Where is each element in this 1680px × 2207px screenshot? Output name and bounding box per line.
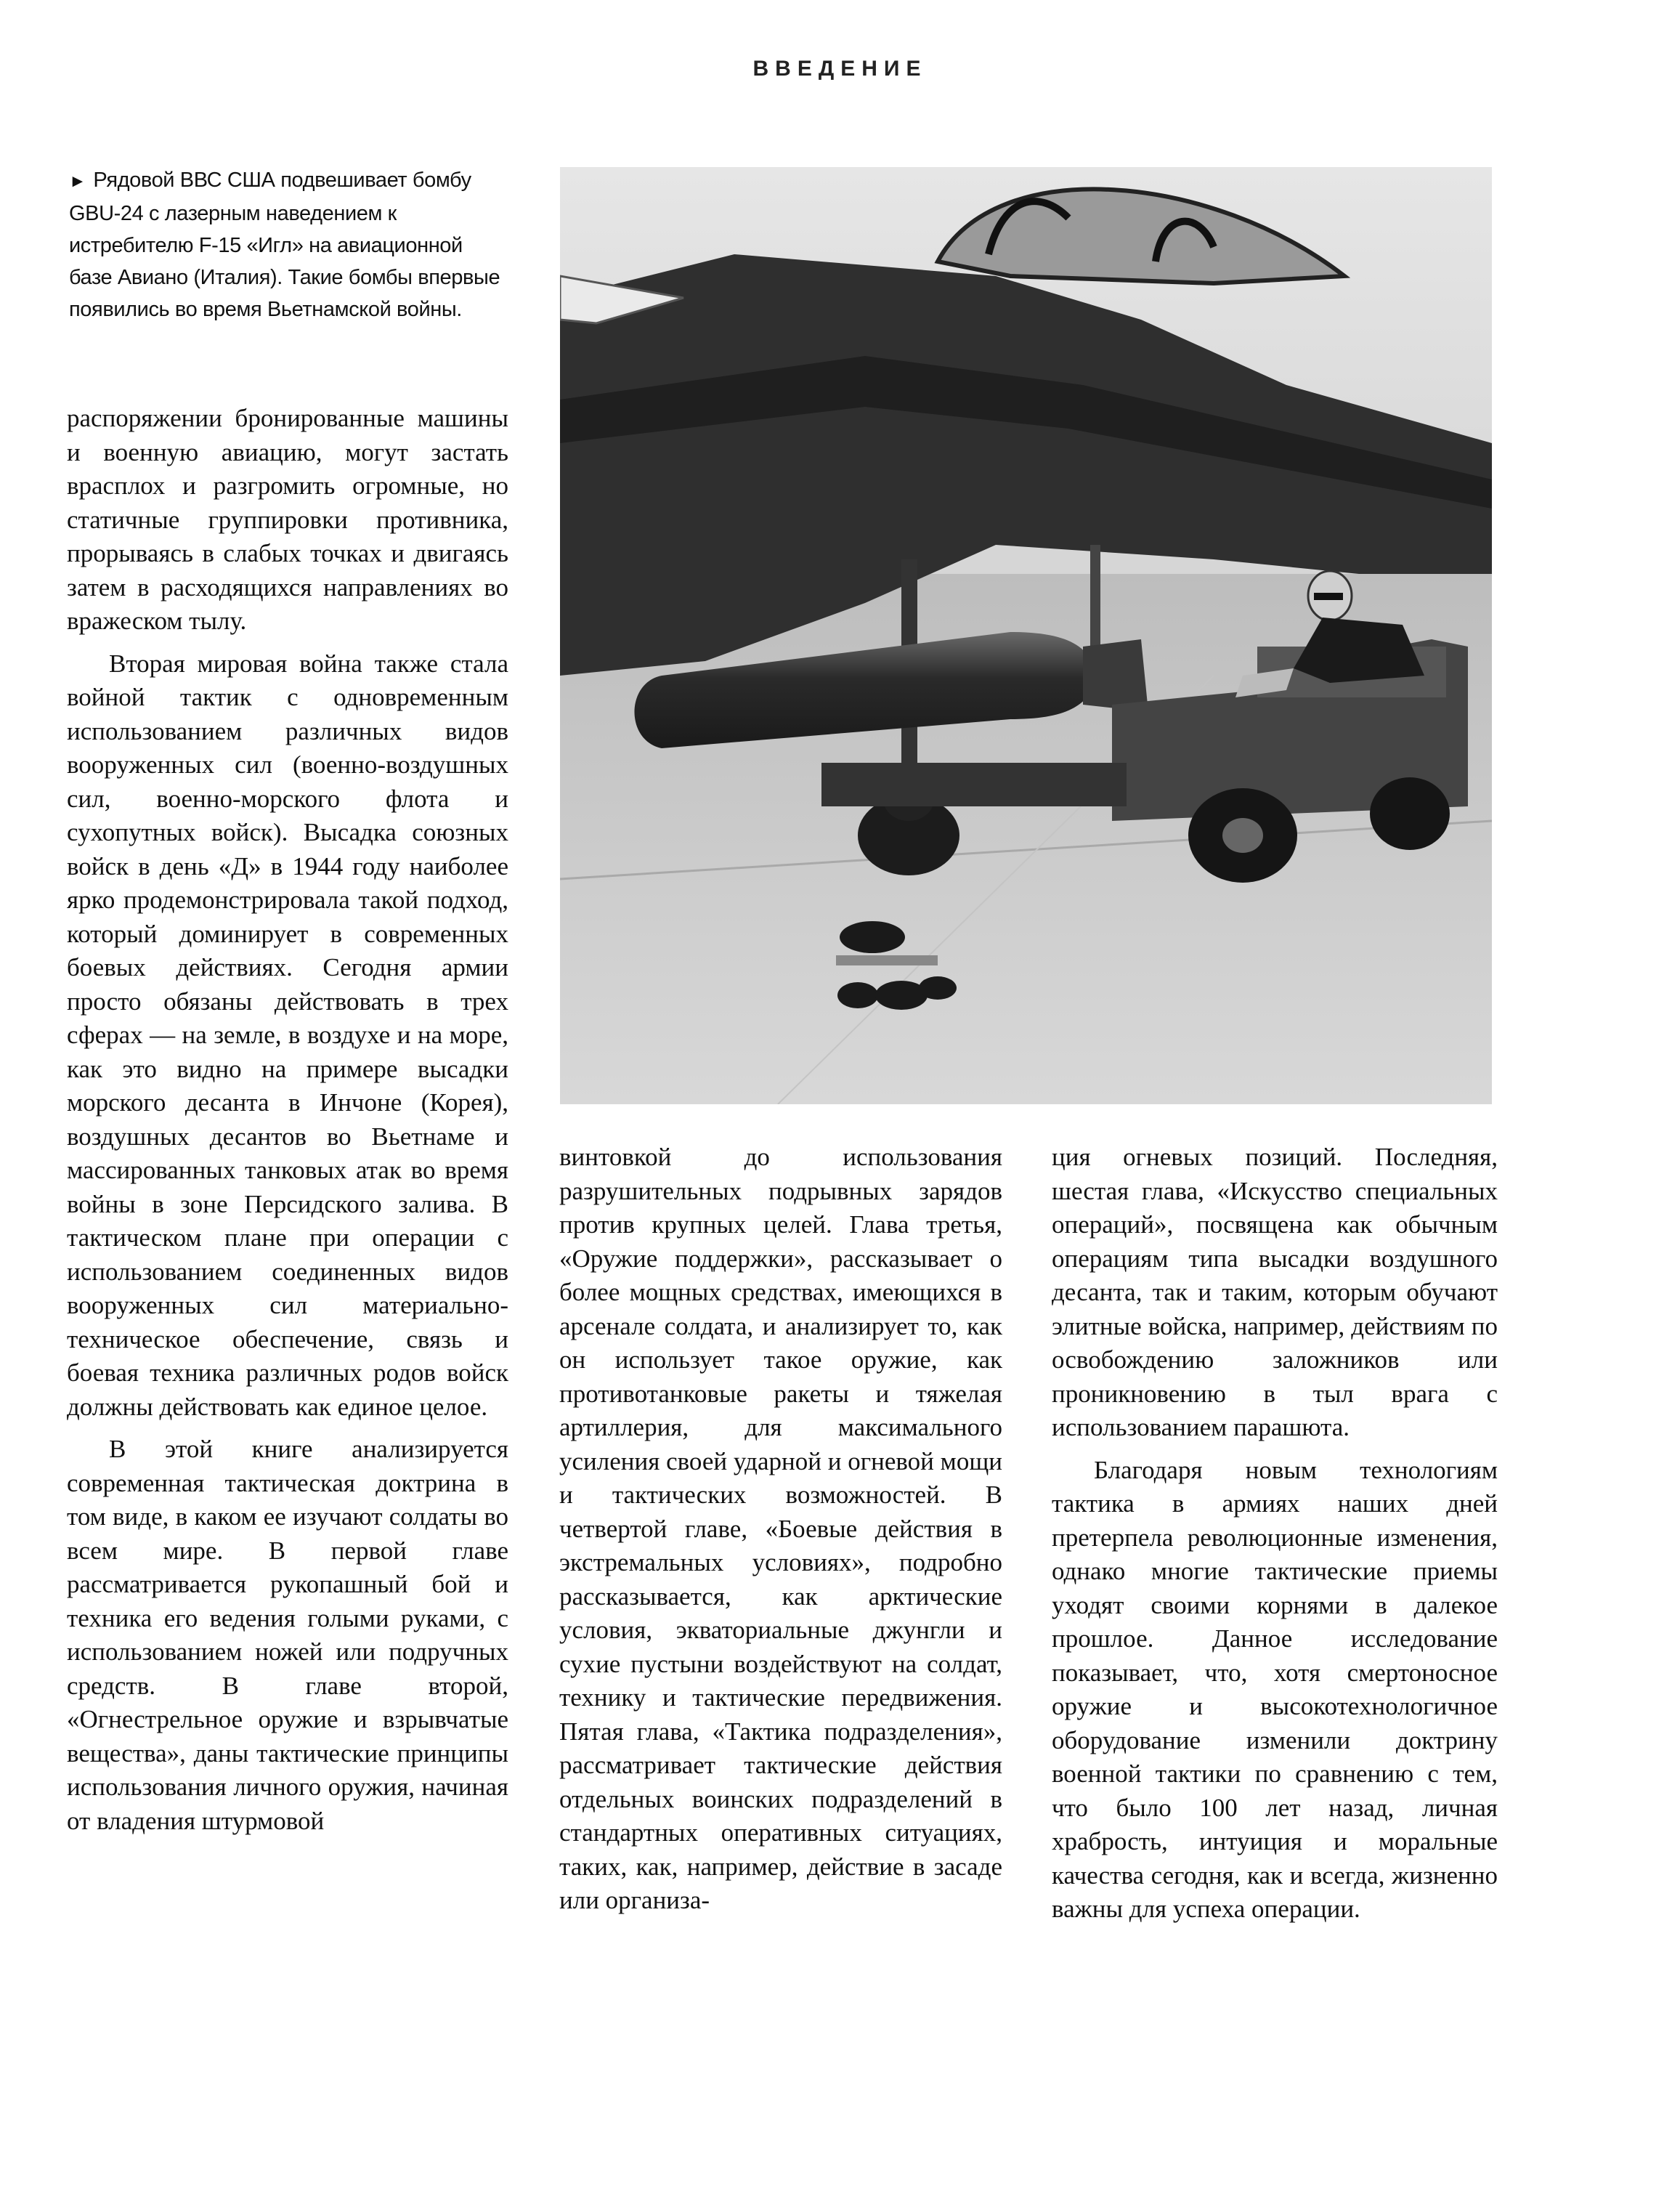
fighter-jet-photo bbox=[560, 167, 1492, 1104]
text-column-2 bbox=[559, 1141, 1002, 1918]
running-header: ВВЕДЕНИЕ bbox=[752, 57, 928, 81]
photo-caption bbox=[69, 164, 505, 325]
paragraph: винтовкой до использования разрушительных подрывных зарядов против крупных целей. Глава третья, «Оружие поддержки», рассказывает о более мощных средствах, имеющихся в арсенале солдата, и анализирует то, как он использует такое оружие, как противотанковые ракеты и тяжелая артиллерия, для максимального усиления своей ударной и огневой мощи и тактических возможностей. В четвертой главе, «Боевые действия в экстремальных условиях», подробно рассказывается, как арктические условия, экваториальные джунгли и сухие пустыни воздействуют на солдат, технику и тактические передвижения. Пятая глава, «Тактика подразделения», рассматривает тактические действия отдельных воинских подразделений в стандартных оперативных ситуациях, таких, как, например, действие в засаде или организа- bbox=[559, 1143, 1002, 1914]
text-column-3 bbox=[1052, 1141, 1498, 1927]
paragraph: В этой книге анализируется современная тактическая доктрина в том виде, в каком ее изучают солдаты во всем мире. В первой главе рассматривается рукопашный бой и техника его ведения голыми руками, с использованием ножей или подручных средств. В главе второй, «Огнестрельное оружие и взрывчатые вещества», даны тактические принципы использования личного оружия, начиная от владения штурмовой bbox=[67, 1435, 508, 1835]
paragraph: ция огневых позиций. Последняя, шестая глава, «Искусство специальных операций», посвящена как обычным операциям типа высадки воздушного десанта, так и таким, которым обучают элитные войска, например, действиям по освобождению заложников или проникновению в тыл врага с использованием парашюта. bbox=[1052, 1143, 1498, 1441]
text-column-1 bbox=[67, 402, 508, 1838]
paragraph: распоряжении бронированные машины и военную авиацию, могут застать врасплох и разгромить огромные, но статичные группировки противника, прорываясь в слабых точках и двигаясь затем в расходящихся направлениях во вражеском тылу. bbox=[67, 404, 508, 635]
caption-bullet-icon: ► bbox=[69, 171, 86, 191]
paragraph: Вторая мировая война также стала войной тактик с одновременным использованием различных видов вооруженных сил (военно-воздушных сил, военно-морского флота и сухопутных войск). Высадка союзных войск в день «Д» в 1944 году наиболее ярко продемонстрировала такой подход, который доминирует в современных боевых действиях. Сегодня армии просто обязаны действовать в трех сферах — на земле, в воздухе и на море, как это видно на примере высадки морского десанта в Инчоне (Корея), воздушных десантов во Вьетнаме и массированных танковых атак во время войны в зоне Персидского залива. В тактическом плане при операции с использованием соединенных видов вооруженных сил материально-техническое обеспечение, связь и боевая техника различных родов войск должны действовать как единое целое. bbox=[67, 649, 508, 1421]
paragraph: Благодаря новым технологиям тактика в армиях наших дней претерпела революционные изменения, однако многие тактические приемы уходят своими корнями в далекое прошлое. Данное исследование показывает, что, хотя смертоносное оружие и высокотехнологичное оборудование изменили доктрину военной тактики по сравнению с тем, что было 100 лет назад, личная храбрость, интуиция и моральные качества сегодня, как и всегда, жизненно важны для успеха операции. bbox=[1052, 1455, 1498, 1923]
caption-text: Рядовой ВВС США подвешивает бомбу GBU-24 с лазерным наведением к истребителю F-15 «Игл» на авиационной базе Авиано (Италия). Такие бомбы впервые появились во время Вьетнамской войны. bbox=[69, 169, 500, 321]
